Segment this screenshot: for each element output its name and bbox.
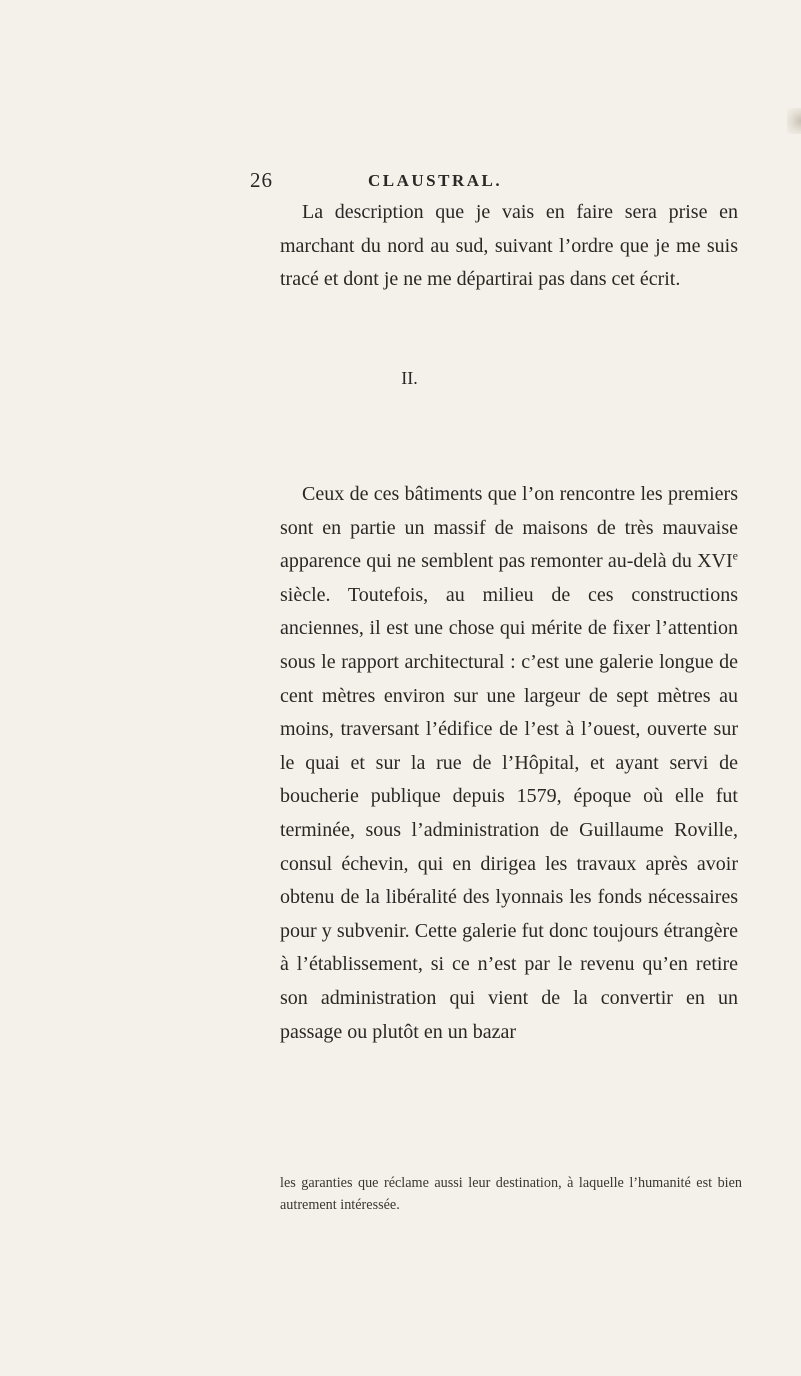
- intro-paragraph: La description que je vais en faire sera prise en marchant du nord au sud, suivant l’ordre que je me suis tracé et dont je ne me départirai pas dans cet écrit.: [280, 201, 738, 291]
- paragraph-text-part1: Ceux de ces bâtiments que l’on rencontre les premiers sont en partie un massif de maisons de très mauvaise apparence qui ne semblent pas remonter au-delà du XVI: [280, 483, 738, 573]
- section-number: II.: [401, 368, 418, 388]
- running-title: CLAUSTRAL.: [368, 171, 503, 190]
- running-head: [0, 168, 801, 196]
- section-paragraph: [280, 478, 738, 1049]
- page-number: 26: [250, 168, 273, 192]
- footnote: les garanties que réclame aussi leur destination, à laquelle l’humanité est bien autrement intéressée.: [280, 1175, 742, 1213]
- paragraph-text-part2: siècle. Toutefois, au milieu de ces constructions anciennes, il est une chose qui mérite de fixer l’attention sous le rapport architectural : c’est une galerie longue de cent mètres environ sur une largeur de sept mètres au moins, traversant l’édifice de l’est à l’ouest, ouverte sur le quai et sur la rue de l’Hôpital, et ayant servi de boucherie publique depuis 1579, époque où elle fut terminée, sous l’administration de Guillaume Roville, consul échevin, qui en dirigea les travaux après avoir obtenu de la libéralité des lyonnais les fonds nécessaires pour y subvenir. Cette galerie fut donc toujours étrangère à l’établissement, si ce n’est par le revenu qu’en retire son administration qui vient de la convertir en un passage ou plutôt en un bazar: [280, 583, 738, 1043]
- page-edge-mark: [787, 108, 801, 134]
- century-superscript: e: [732, 548, 738, 563]
